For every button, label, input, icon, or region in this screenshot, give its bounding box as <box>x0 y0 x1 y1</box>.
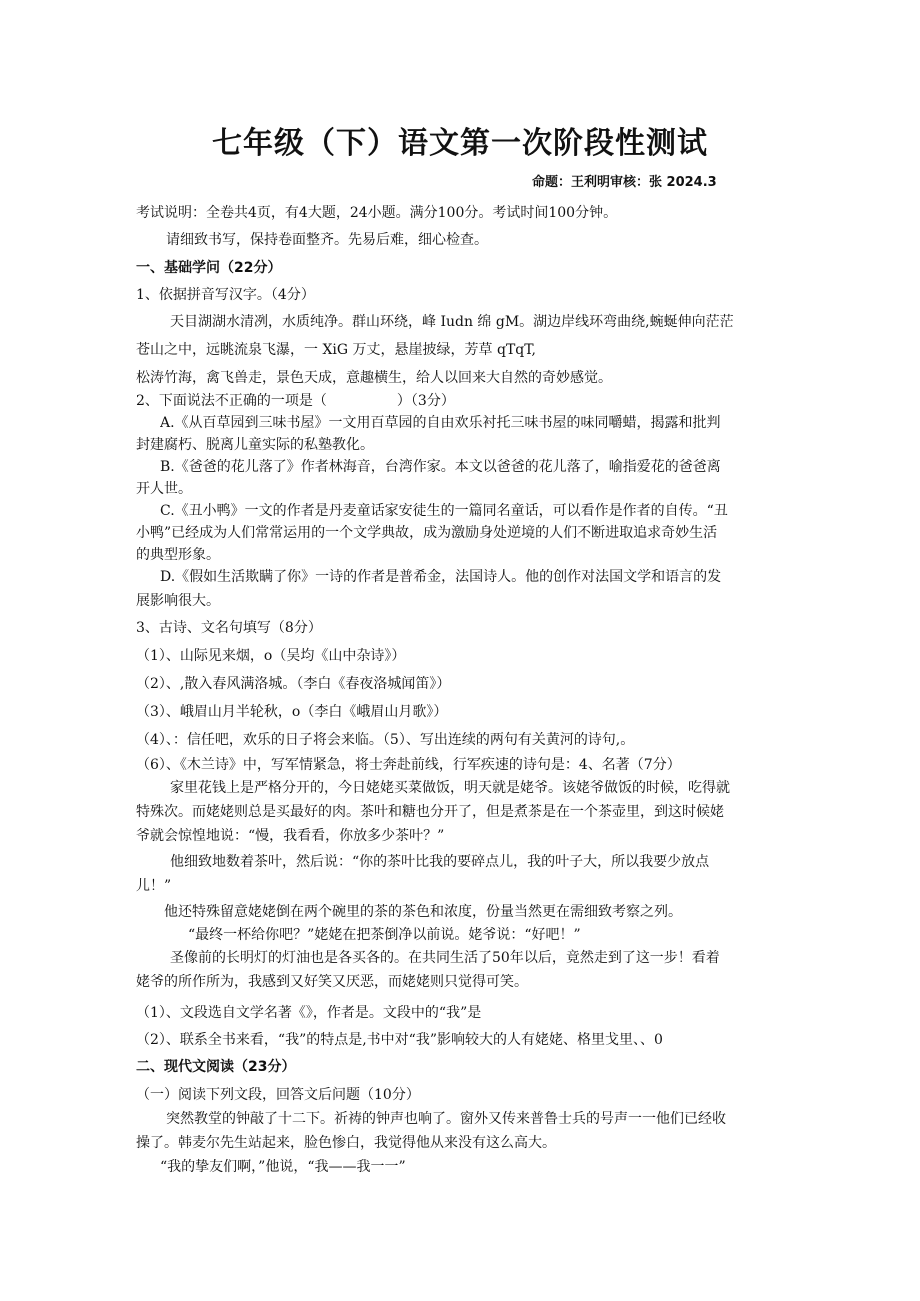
text-line: B.《爸爸的花儿落了》作者林海音，台湾作家。本文以爸爸的花儿落了，喻指爱花的爸爸离 <box>160 459 721 475</box>
text-line: 操了。韩麦尔先生站起来，脸色惨白，我觉得他从来没有这么高大。 <box>136 1135 556 1151</box>
text-line: 突然教堂的钟敲了十二下。祈祷的钟声也响了。窗外又传来普鲁士兵的号声一一他们已经收 <box>166 1111 726 1127</box>
text-line: （2）、联系全书来看，“我”的特点是,书中对“我”影响较大的人有姥姥、格里戈里、、0 <box>136 1032 663 1048</box>
text-line: 2、下面说法不正确的一项是（ ）（3分） <box>136 393 455 409</box>
section-heading: 一、基础学问（22分） <box>136 260 282 276</box>
text-line: 家里花钱上是严格分开的，今日姥姥买菜做饭，明天就是姥爷。该姥爷做饭的时候，吃得就 <box>170 780 730 796</box>
text-line: D.《假如生活欺瞒了你》一诗的作者是普希金，法国诗人。他的创作对法国文学和语言的发 <box>160 569 722 585</box>
text-line: （1）、山际见来烟，o（吴均《山中杂诗》） <box>136 648 406 664</box>
text-line: 姥爷的所作所为，我感到又好笑又厌恶，而姥姥则只觉得可笑。 <box>136 974 528 990</box>
text-line: 小鸭”已经成为人们常常运用的一个文学典故，成为激励身处逆境的人们不断进取追求奇妙生活 <box>136 525 718 541</box>
page-title: 七年级（下）语文第一次阶段性测试 <box>212 126 708 161</box>
text-line: 考试说明：全卷共4页，有4大题，24小题。满分100分。考试时间100分钟。 <box>136 205 618 221</box>
text-line: （1）、文段选自文学名著《》，作者是。文段中的“我”是 <box>136 1005 482 1021</box>
text-line: （2）、,散入春风满洛城。（李白《春夜洛城闻笛》） <box>136 676 451 692</box>
text-line: 苍山之中，远眺流泉飞瀑，一 XiG 万丈，悬崖披绿，芳草 qTqT, <box>136 342 536 358</box>
section-heading: 二、现代文阅读（23分） <box>136 1059 296 1075</box>
text-line: 天目湖湖水清冽，水质纯净。群山环绕，峰 Iudn 绵 gM。湖边岸线环弯曲绕,蜿蜒伸向茫茫 <box>170 314 734 330</box>
text-line: （一）阅读下列文段，回答文后问题（10分） <box>136 1087 420 1103</box>
text-line: （3）、峨眉山月半轮秋，o（李白《峨眉山月歌》） <box>136 704 448 720</box>
text-line: 圣像前的长明灯的灯油也是各买各的。在共同生活了50年以后，竟然走到了这一步！看着 <box>170 950 720 966</box>
text-line: 展影响很大。 <box>136 593 220 609</box>
text-line: （6）、《木兰诗》中，写军情紧急，将士奔赴前线，行军疾速的诗句是：4、名著（7分） <box>136 757 681 773</box>
text-line: A.《从百草园到三味书屋》一文用百草园的自由欢乐衬托三味书屋的味同嚼蜡，揭露和批判 <box>160 415 721 431</box>
text-line: “最终一杯给你吧？”姥姥在把茶倒净以前说。姥爷说：“好吧！” <box>188 927 581 943</box>
text-line: 3、古诗、文名句填写（8分） <box>136 620 322 636</box>
text-line: 封建腐朽、脱离儿童实际的私塾教化。 <box>136 437 374 453</box>
text-line: （4）、：信任吧，欢乐的日子将会来临。（5）、写出连续的两句有关黄河的诗句,。 <box>136 732 635 748</box>
text-line: 他细致地数着茶叶，然后说：“你的茶叶比我的要碎点儿，我的叶子大，所以我要少放点 <box>170 854 710 870</box>
text-line: 他还特殊留意姥姥倒在两个碗里的茶的茶色和浓度，份量当然更在需细致考察之列。 <box>164 904 682 920</box>
text-line: “我的挚友们啊，”他说，“我——我一一” <box>160 1159 406 1175</box>
text-line: 松涛竹海，禽飞兽走，景色天成，意趣横生，给人以回来大自然的奇妙感觉。 <box>136 370 612 386</box>
text-line: 特殊次。而姥姥则总是买最好的肉。茶叶和糖也分开了，但是煮茶是在一个茶壶里，到这时候姥 <box>136 804 724 820</box>
text-line: 请细致书写，保持卷面整齐。先易后难，细心检查。 <box>166 232 488 248</box>
text-line: 的典型形象。 <box>136 547 220 563</box>
author-line: 命题：王利明审核：张 2024.3 <box>532 175 717 190</box>
text-line: 爷就会惊惶地说：“慢，我看看，你放多少茶叶？” <box>136 828 445 844</box>
text-line: 1、依据拼音写汉字。（4分） <box>136 287 315 303</box>
text-line: C.《丑小鸭》一文的作者是丹麦童话家安徒生的一篇同名童话，可以看作是作者的自传。“丑 <box>160 503 728 519</box>
text-line: 开人世。 <box>136 481 192 497</box>
text-line: 儿！” <box>136 878 172 894</box>
